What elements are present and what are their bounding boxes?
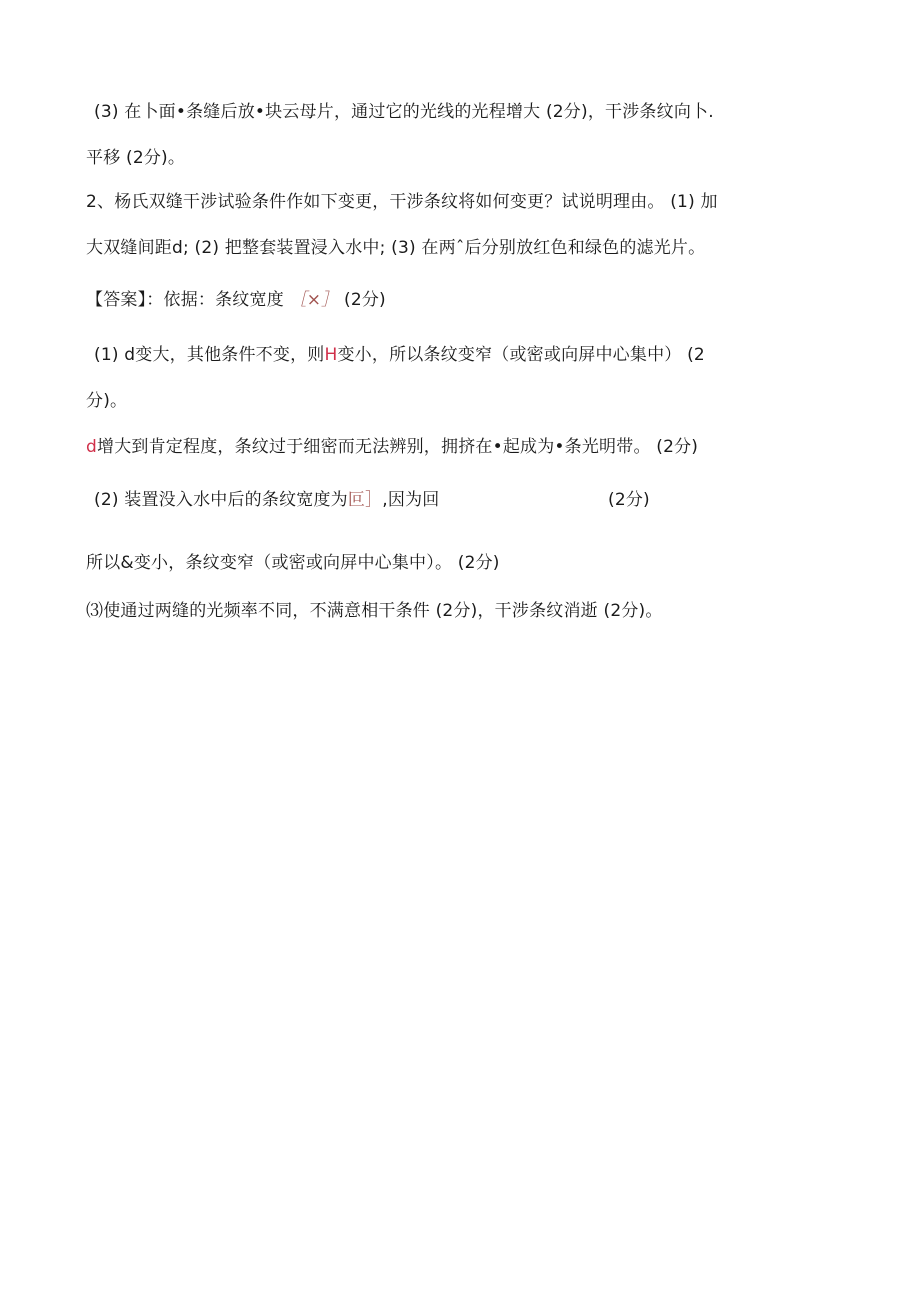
d-symbol: d	[86, 437, 97, 457]
answer-1-text-b: 变小，所以条纹变窄（或密或向屏中心集中） (2	[337, 345, 705, 365]
answer-1-line-1	[94, 343, 705, 367]
answer-2-line-1	[94, 488, 440, 512]
answer-2-score: (2分)	[608, 490, 650, 510]
fringe-width-formula: ［×］	[289, 290, 339, 310]
answer-1-text-a: (1) d变大，其他条件不变，则	[94, 345, 325, 365]
answer-2-text-a: (2) 装置没入水中后的条纹宽度为	[94, 490, 348, 510]
answer-label: 【答案】：依据：条纹宽度	[86, 290, 284, 310]
answer-2-text-b: ,因为回	[382, 490, 440, 510]
answer-3-line: ⑶使通过两缝的光频率不同，不满意相干条件 (2分)，干涉条纹消逝 (2分)。	[86, 601, 663, 621]
text-line-2: 平移 (2分)。	[86, 148, 186, 168]
text-line-1: (3) 在卜面•条缝后放•块云母片，通过它的光线的光程增大 (2分)，干涉条纹向卜.	[94, 102, 714, 122]
answer-1-line-3	[86, 435, 698, 459]
question-2-line-1: 2、杨氏双缝干涉试验条件作如下变更，干涉条纹将如何变更？试说明理由。 (1) 加	[86, 192, 718, 212]
answer-1-line-2: 分)。	[86, 391, 128, 411]
answer-heading-line	[86, 288, 386, 312]
answer-2-line-2: 所以&变小，条纹变窄（或密或向屏中心集中）。 (2分)	[86, 553, 500, 573]
answer-score: (2分)	[343, 290, 386, 310]
answer-1-line-3-text: 增大到肯定程度，条纹过于细密而无法辨别，拥挤在•起成为•条光明带。 (2分)	[97, 437, 699, 457]
formula-box-2: 叵］	[347, 490, 383, 510]
h-symbol: H	[324, 345, 338, 365]
question-2-line-2: 大双缝间距d; (2) 把整套装置浸入水中; (3) 在两ˆ后分别放红色和绿色的滤光片。	[86, 238, 706, 258]
